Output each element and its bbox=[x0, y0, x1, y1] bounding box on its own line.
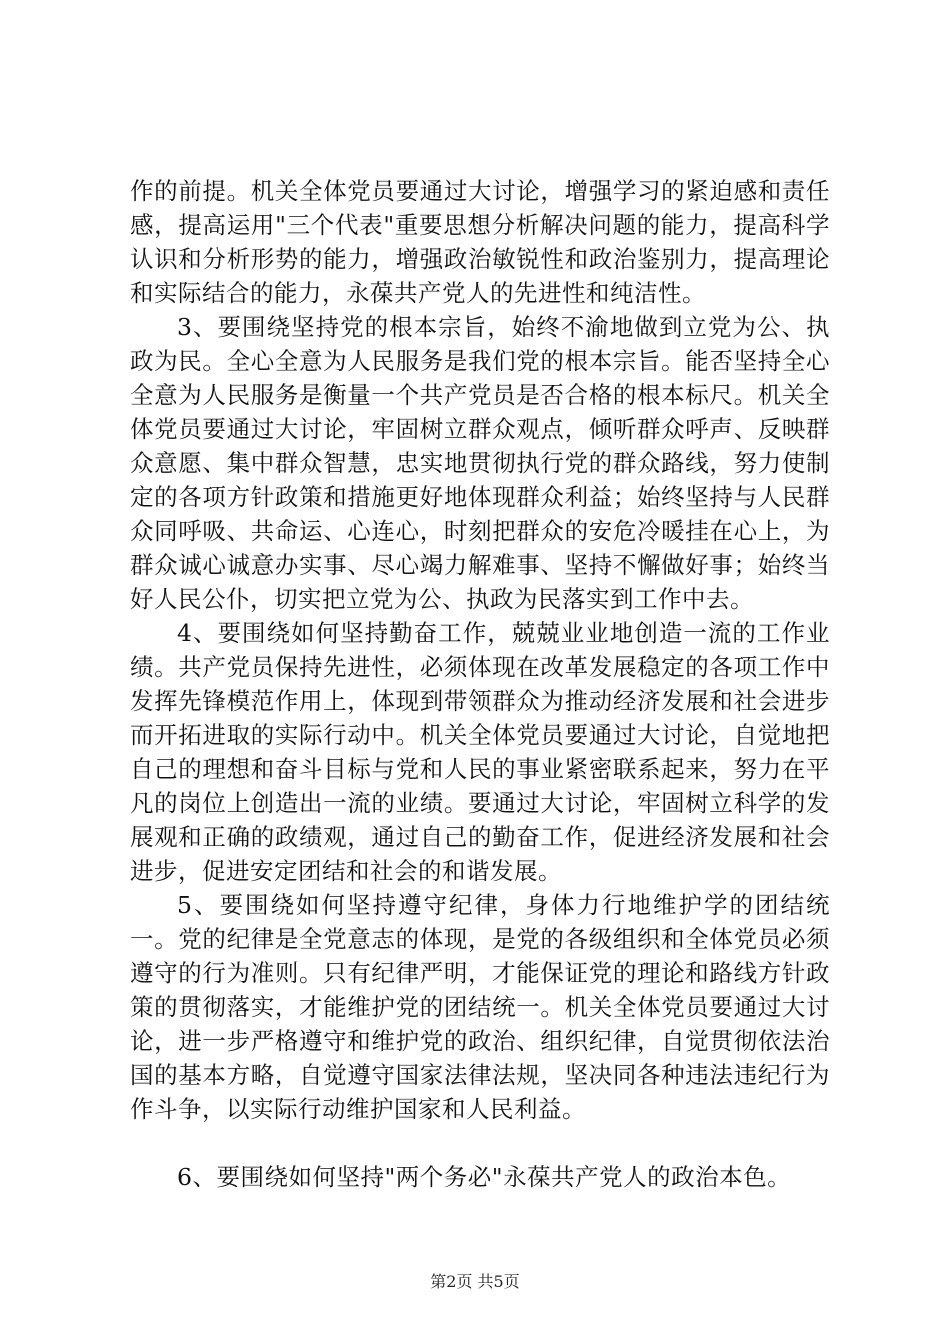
paragraph-item-3: 3、要围绕坚持党的根本宗旨，始终不渝地做到立党为公、执政为民。全心全意为人民服务是我们党的根本宗旨。能否坚持全心全意为人民服务是衡量一个共产党员是否合格的根本标尺。机关全体党员要通过大讨论，牢固树立群众观点，倾听群众呼声、反映群众意愿、集中群众智慧，忠实地贯彻执行党的群众路线，努力使制定的各项方针政策和措施更好地体现群众利益；始终坚持与人民群众同呼吸、共命运、心连心，时刻把群众的安危冷暖挂在心上，为群众诚心诚意办实事、尽心竭力解难事、坚持不懈做好事；始终当好人民公仆，切实把立党为公、执政为民落实到工作中去。 bbox=[130, 313, 830, 613]
document-body bbox=[130, 174, 830, 1194]
paragraph-item-4: 4、要围绕如何坚持勤奋工作，兢兢业业地创造一流的工作业绩。共产党员保持先进性，必须体现在改革发展稳定的各项工作中发挥先锋模范作用上，体现到带领群众为推动经济发展和社会进步而开拓进取的实际行动中。机关全体党员要通过大讨论，自觉地把自己的理想和奋斗目标与党和人民的事业紧密联系起来，努力在平凡的岗位上创造出一流的业绩。要通过大讨论，牢固树立科学的发展观和正确的政绩观，通过自己的勤奋工作，促进经济发展和社会进步，促进安定团结和社会的和谐发展。 bbox=[130, 619, 830, 885]
page-number-footer: 第2页 共5页 bbox=[430, 1272, 520, 1291]
paragraph-item-6: 6、要围绕如何坚持"两个务必"永葆共产党人的政治本色。 bbox=[177, 1163, 792, 1191]
paragraph-item-5: 5、要围绕如何坚持遵守纪律，身体力行地维护学的团结统一。党的纪律是全党意志的体现，是党的各级组织和全体党员必须遵守的行为准则。只有纪律严明，才能保证党的理论和路线方针政策的贯彻落实，才能维护党的团结统一。机关全体党员要通过大讨论，进一步严格遵守和维护党的政治、组织纪律，自觉贯彻依法治国的基本方略，自觉遵守国家法律法规，坚决同各种违法违纪行为作斗争，以实际行动维护国家和人民利益。 bbox=[130, 891, 830, 1123]
paragraph-continuation: 作的前提。机关全体党员要通过大讨论，增强学习的紧迫感和责任感，提高运用"三个代表"重要思想分析解决问题的能力，提高科学认识和分析形势的能力，增强政治敏锐性和政治鉴别力，提高理论和实际结合的能力，永葆共产党人的先进性和纯洁性。 bbox=[130, 177, 830, 307]
